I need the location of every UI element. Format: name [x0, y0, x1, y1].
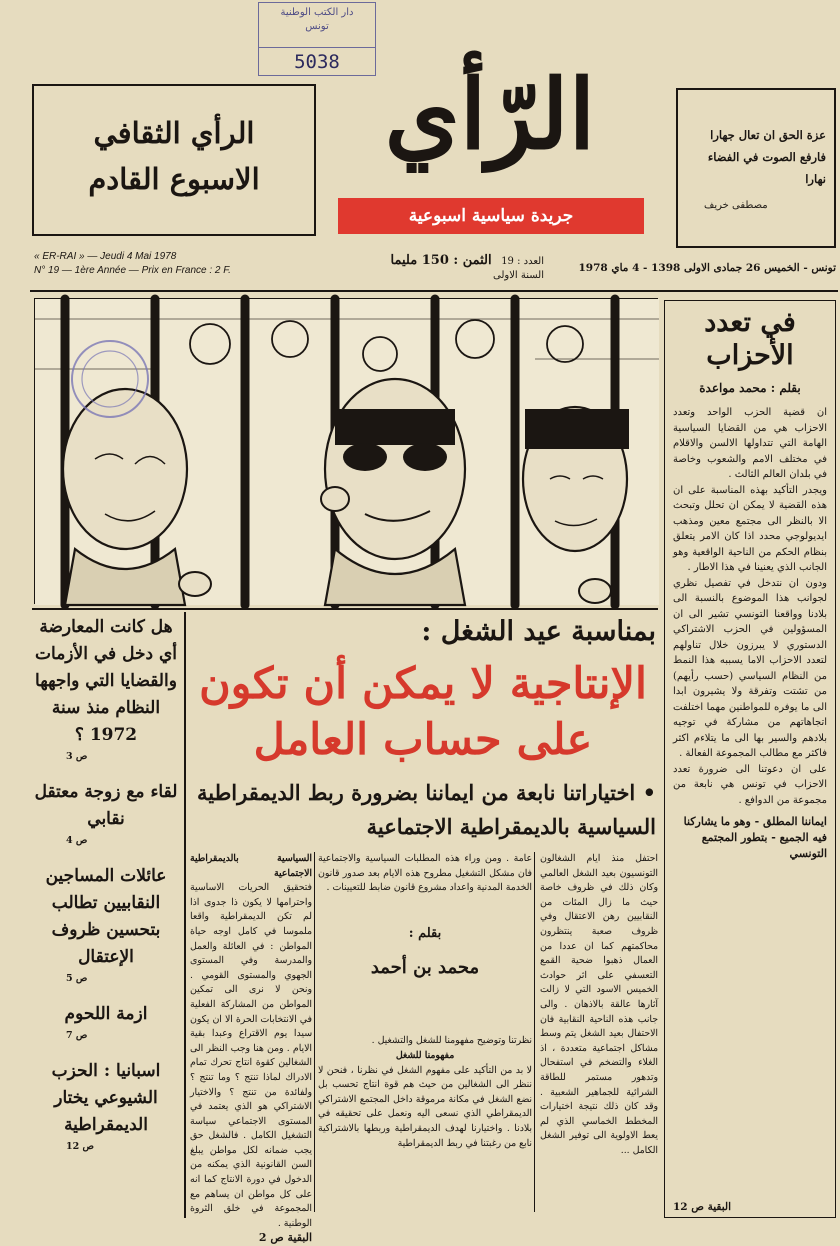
article-column-2 — [318, 852, 532, 1214]
article-column-1: احتفل منذ ايام الشغالون التونسيون بعيد الشغل العالمي وكان ذلك في ظروف خاصة حيث ما زال المئات من النقابيين رهن الاعتقال وفي ظروف صعبة ينتظرون محاكمتهم كما ان عددا من العمال ذهبوا ضحية القمع التعسفي على اثر حوادث الخميس الاسود التي لا زالت آثارها عالقة بالاذهان . والى جانب هذه الناحية النقابية فان الاحتفال بعيد الشغل يتم وسط مشاكل اجتماعية متعددة ، اذ الغلاء والتضخم في استفحال وتدهور مستمر للطاقة الشرائية للجماهير الشعبية . وقد كان ذلك نتيجة اختيارات المخطط الخماسي الذي لم يعط الاولوية الى توفير الشغل الكامل ... — [540, 853, 658, 1156]
column-divider — [314, 852, 315, 1212]
contents-item-page: ص 5 — [66, 973, 88, 984]
poem-line1: عزة الحق ان تعال جهارا — [710, 128, 826, 142]
masthead-title: الرّأي — [384, 58, 596, 171]
editorial-byline: بقلم : محمد مواعدة — [699, 381, 801, 395]
article-headline-line1: الإنتاجية لا يمكن أن تكون — [199, 659, 647, 709]
editorial-title-line1: في تعدد — [704, 307, 796, 338]
contents-item-page: ص 12 — [66, 1141, 95, 1152]
poem-box — [676, 88, 836, 248]
contents-item: ازمة اللحوم — [64, 1004, 148, 1024]
article-col2-text-c: لا بد من التأكيد على مفهوم الشغل في نظرنا ، فنحن لا ننظر الى الشغالين من حيث هم قوة انتاج تحسب بل نضع الشغل في مكانة مرموقة داخل المجتمع الاشتراكي الديمقراطي الذي نسعى اليه ونعمل على تحقيقه في بلادنا . واختيارنا لهدف الديمقراطية وربطها بالاشتراكية نابع من رغبتنا في ربط الديمقراطية — [318, 1064, 532, 1149]
article-continued: البقية ص 2 — [258, 1231, 312, 1245]
article-col2-subheading: مفهومنا للشغل — [395, 1049, 455, 1061]
contents-item: اسبانيا : الحزب الشيوعي يختار الديمقراطية — [51, 1061, 161, 1135]
issue-date: تونس - الخميس 26 جمادى الاولى 1398 - 4 ماي 1978 — [578, 262, 836, 274]
article-byline-label: بقلم : — [408, 926, 442, 941]
poem-line2: فارفع الصوت في الفضاء نهارا — [707, 150, 826, 186]
article-column-3 — [190, 852, 312, 1245]
issue-year: السنة الاولى — [493, 270, 544, 281]
article-col2-text-b: نظرتنا وتوضيح مفهومنا للشغل والتشغيل . — [371, 1035, 532, 1047]
contents-item: هل كانت المعارضة أي دخل في الأزمات والقضايا التي واجهها النظام منذ سنة 1972 ؟ — [35, 617, 177, 745]
article-kicker: بمناسبة عيد الشغل : — [421, 616, 656, 647]
editorial-paragraph: ودون ان نتدخل في تفصيل نظري لجوانب هذا الموضوع بالنسبة الى بلادنا وواقعنا التونسي تشير الى ان المسؤولين في الحزب الاشتراكي الدستوري لا يبرزون خلال تناولهم لتعدد الاحزاب الاما يسببه هذا النمط من النظام السياسي (حسب رأيهم) من تشتت وتفرقة ولا يشيرون ابدا الى ما يوفره للمواطنين مهما اختلفت اتجاهاتهم من مشاركة في توجيه بلادهم والسير بها الى ما يتلاءم اكثر فاكثر مع مطالب المجموعة الفعالة . — [673, 577, 827, 759]
article-col3-title: السياسية بالديمقراطية الاجتماعية — [190, 853, 312, 879]
contents-sidebar — [32, 614, 180, 1218]
stamp-number: 5038 — [258, 48, 376, 76]
editorial-column — [664, 300, 836, 1218]
article-byline-box — [318, 916, 532, 1032]
culture-announcement-box — [32, 84, 316, 236]
article-col2-text-a: عامة . ومن وراء هذه المطلبات السياسية والاجتماعية فان مشكل التشغيل مطروح هذه الايام بعد صدور قانون الخدمة المدنية واعداد مشروع قانون ضابط للتعيينات . — [318, 853, 532, 894]
editorial-paragraph: على ان دعوتنا الى ضرورة تعدد الاحزاب في تونس هي نابعة من مجموعة من الدوافع . — [673, 763, 827, 806]
column-divider — [534, 852, 535, 1212]
article-col3-text: فتحقيق الحريات الاساسية واحترامها لا يكون ذا جدوى اذا لم تكن الديمقراطية واقعا ملموسا في كامل اوجه حياة المواطن : في العائلة والعمل والمدرسة وفي المستوى الجهوي والمستوى القومي . ونحن لا نرى الى تمكين المواطن من المشاركة الفعلية في الانتخابات الحرة الا ان يكون سيدا يوم الاقتراع وعبدا بقية الايام . ومن هنا وجب النظر الى الشغالين كقوة انتاج تحرك تمام الادراك لماذا تنتج ؟ وما تنتج ؟ ولفائدة من تنتج ؟ والاختيار الاشتراكي هو الذي يعتمد في المستوى الاجتماعي سياسة التشغيل الكامل . فالشغل حق يجب ضمانه لكل مواطن يبلغ السن القانونية الذي يمكنه من الدخول في دورة الانتاج كما انه على كل مواطن ان يساهم مع المجموعة في خلق الثروة الوطنية . — [190, 882, 312, 1229]
poem-author: مصطفى خريف — [704, 200, 768, 211]
issue-info — [348, 254, 544, 283]
issue-price: الثمن : 150 مليما — [390, 253, 492, 268]
article-headline-line2: على حساب العامل — [253, 715, 593, 765]
culture-line2: الاسبوع القادم — [88, 162, 260, 196]
editorial-subheading: ايماننا المطلق - وهو ما يشاركنا فيه الجميع - بتطور المجتمع التونسي — [683, 815, 827, 860]
article-byline-name: محمد بن أحمد — [370, 957, 480, 978]
article-deck: • اختياراتنا نابعة من ايماننا بضرورة ربط الديمقراطية السياسية بالديمقراطية الاجتماعية — [197, 780, 656, 839]
issue-number: العدد : 19 — [501, 256, 544, 267]
stamp-line2: تونس — [305, 21, 329, 32]
editorial-paragraph: ويجدر التأكيد بهذه المناسبة على ان هذه القضية لا يمكن ان تحلل وتبحث الا بالنظر الى مجتمع معين ومذهب ايديولوجي محدد اذا كان الامر يتعلق بنظام الحكم من الناحية الواقعية وهو الجانب الذي يعنينا في هذا الاطار . — [673, 484, 827, 573]
contents-item-page: ص 4 — [66, 835, 88, 846]
french-edition-info — [34, 250, 294, 278]
editorial-paragraph: ان قضية الحزب الواحد وتعدد الاحزاب هي من القضايا السياسية الهامة التي تتداولها الالسن والاقلام في مختلف الامم والشعوب وخاصة في بلدان العالم الثالث . — [673, 407, 827, 480]
header-divider — [30, 290, 838, 292]
section-divider — [32, 608, 658, 610]
contents-item-page: ص 7 — [66, 1030, 88, 1041]
masthead-subtitle: جريدة سياسية اسبوعية — [338, 198, 644, 234]
editorial-continued: البقية ص 12 — [673, 1201, 732, 1213]
editorial-title-line2: الأحزاب — [706, 340, 794, 371]
stamp-line1: دار الكتب الوطنية — [280, 7, 354, 18]
contents-item: لقاء مع زوجة معتقل نقابي — [34, 782, 178, 829]
political-cartoon — [34, 298, 658, 604]
culture-line1: الرأي الثقافي — [93, 116, 255, 150]
french-info-line2: N° 19 — 1ère Année — Prix en France : 2 F. — [34, 265, 231, 276]
contents-item-page: ص 3 — [66, 751, 88, 762]
contents-item: عائلات المساجين النقابيين تطالب بتحسين ظروف الإعتقال — [45, 866, 167, 967]
cartoon-drawing — [35, 299, 659, 605]
french-info-line1: « ER-RAI » — Jeudi 4 Mai 1978 — [34, 251, 177, 262]
column-divider — [184, 612, 186, 1218]
